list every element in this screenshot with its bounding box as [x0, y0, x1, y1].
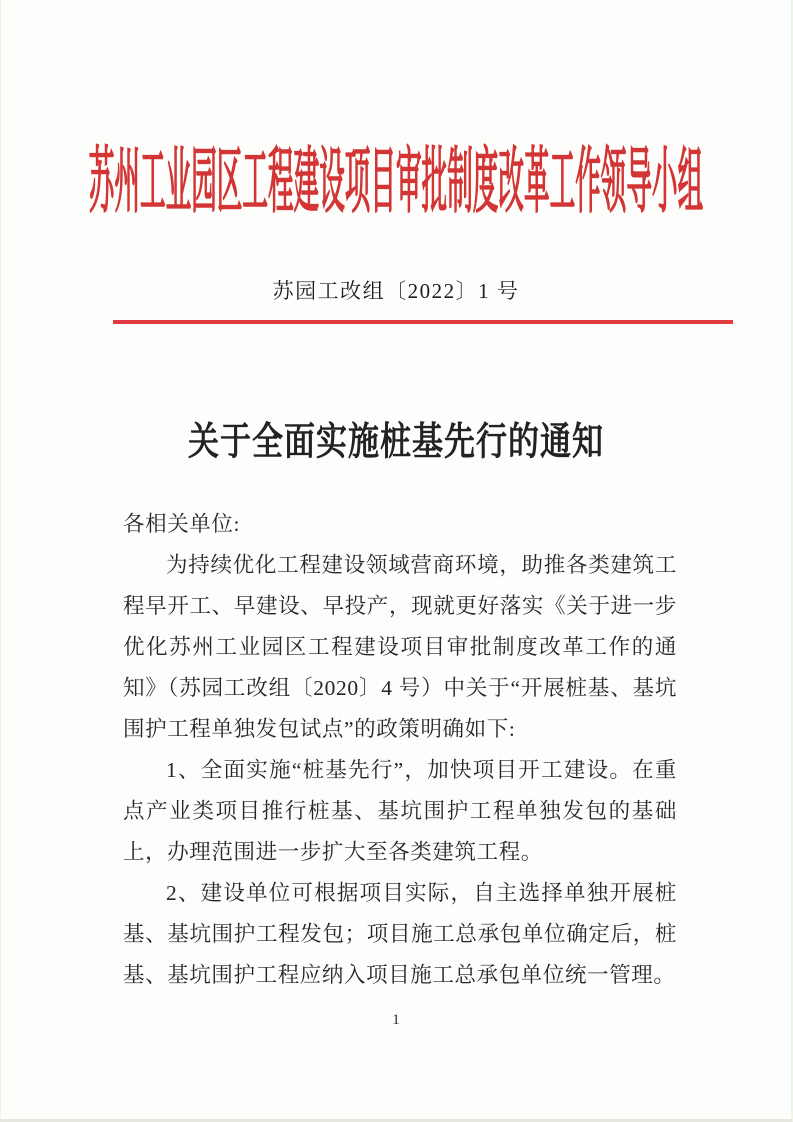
page-number: 1	[392, 1012, 400, 1028]
salutation-line: 各相关单位:	[123, 512, 241, 536]
document-header-band	[1, 138, 791, 222]
paragraph-item-2: 2、建设单位可根据项目实际，自主选择单独开展桩基、基坑围护工程发包；项目施工总承包单位确定后，桩基、基坑围护工程应纳入项目施工总承包单位统一管理。	[123, 881, 677, 987]
document-number: 苏园工改组〔2022〕1 号	[272, 279, 520, 303]
issuing-organization-title: 苏州工业园区工程建设项目审批制度改革工作领导小组	[88, 140, 704, 222]
document-body	[1, 504, 791, 996]
paragraph-intro: 为持续优化工程建设领域营商环境，助推各类建筑工程早开工、早建设、早投产，现就更好落实《关于进一步优化苏州工业园区工程建设项目审批制度改革工作的通知》（苏园工改组〔2020〕4 号）中关于“开展桩基、基坑围护工程单独发包试点”的政策明确如下:	[123, 553, 677, 741]
red-divider-line	[113, 320, 733, 324]
paragraph-item-1: 1、全面实施“桩基先行”，加快项目开工建设。在重点产业类项目推行桩基、基坑围护工程单独发包的基础上，办理范围进一步扩大至各类建筑工程。	[123, 758, 677, 864]
document-title: 关于全面实施桩基先行的通知	[188, 419, 604, 464]
